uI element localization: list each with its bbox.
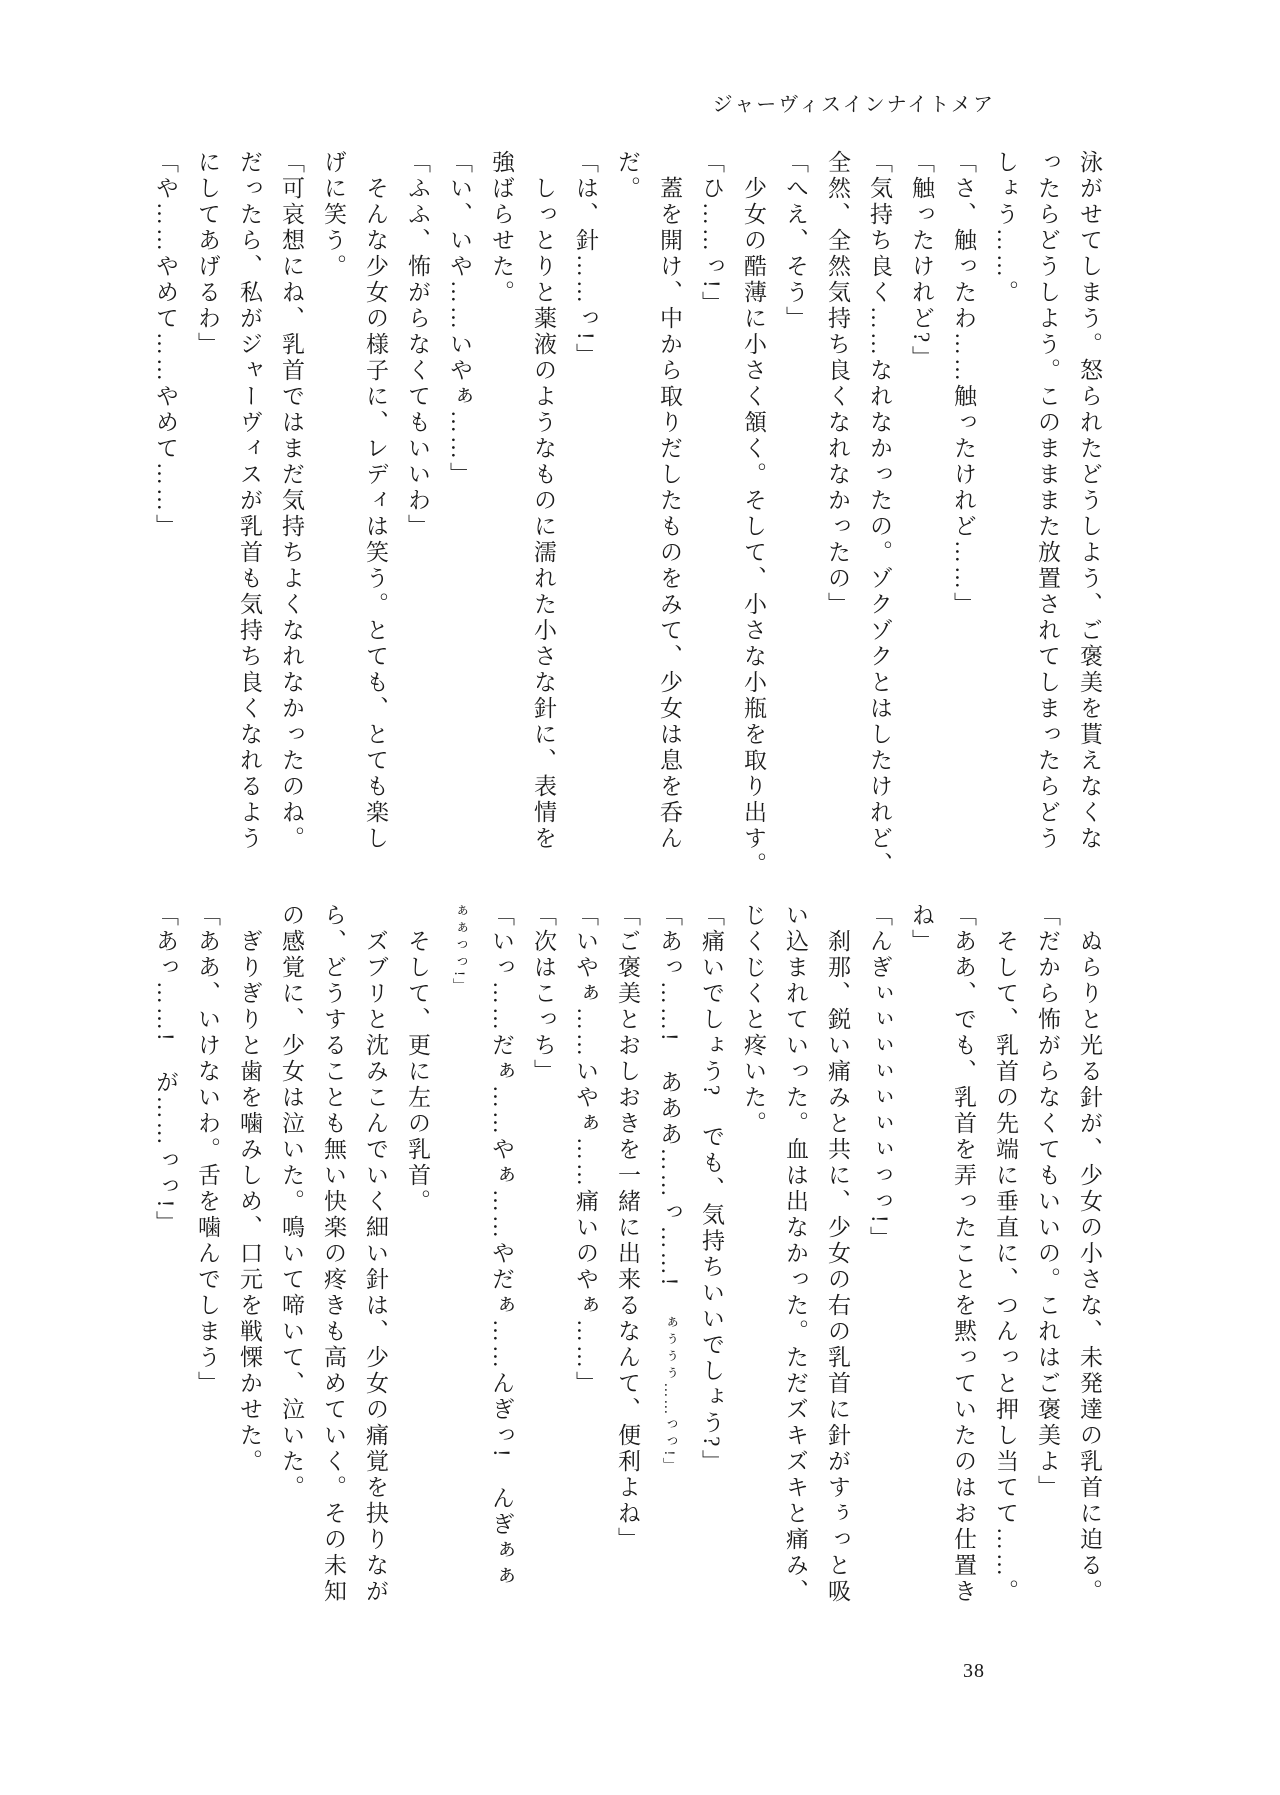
text-line: 「や……やめて……やめて……」 bbox=[153, 150, 178, 540]
text-line: 「は、針……っ!」 bbox=[573, 150, 598, 369]
text-line: 「ご褒美とおしおきを一緒に出来るなんて、便利よね」 bbox=[615, 903, 640, 1553]
text-line: 刹那、鋭い痛みと共に、少女の右の乳首に針がすぅっと吸 bbox=[825, 903, 850, 1605]
text-line: 泳がせてしまう。怒られたどうしよう、ご褒美を貰えなくな bbox=[1077, 150, 1102, 852]
text-block-bottom bbox=[144, 903, 1110, 1648]
text-line: そんな少女の様子に、レディは笑う。とても、とても楽し bbox=[363, 150, 388, 852]
text-line bbox=[438, 903, 480, 1648]
text-line: だ。 bbox=[615, 150, 640, 202]
text-line: 「気持ち良く……なれなかったの。ゾクゾクとはしたけれど、 bbox=[867, 150, 892, 878]
text-line: 「いっ……だぁ……やぁ……やだぁ……んぎっ! んぎぁぁ bbox=[489, 903, 514, 1590]
text-line: そして、更に左の乳首。 bbox=[405, 903, 430, 1215]
text-line: 「ひ……っ!」 bbox=[699, 150, 724, 317]
text-line: じくじくと疼いた。 bbox=[741, 903, 766, 1137]
text-line: 「痛いでしょう? でも、気持ちいいでしょう?」 bbox=[699, 903, 724, 1476]
text-line: 「触ったけれど?」 bbox=[909, 150, 934, 372]
text-line: しっとりと薬液のようなものに濡れた小さな針に、表情を bbox=[531, 150, 556, 852]
text-line: い込まれていった。血は出なかった。ただズキズキと痛み、 bbox=[783, 903, 808, 1605]
text-line: 「へえ、そう」 bbox=[783, 150, 808, 332]
text-line: だったら、私がジャーヴィスが乳首も気持ち良くなれるよう bbox=[237, 150, 262, 852]
text-line: 「ああ、いけないわ。舌を噛んでしまう」 bbox=[195, 903, 220, 1397]
text-line: しょう……。 bbox=[993, 150, 1018, 306]
page-header-title: ジャーヴィスインナイトメア bbox=[712, 94, 995, 116]
text-line: 「だから怖がらなくてもいいの。これはご褒美よ」 bbox=[1035, 903, 1060, 1501]
text-line: 「いやぁ……いやぁ……痛いのやぁ……」 bbox=[573, 903, 598, 1397]
text-line: ら、どうすることも無い快楽の疼きも高めていく。その未知 bbox=[321, 903, 346, 1605]
page-number: 38 bbox=[963, 1660, 985, 1682]
text-line: ぬらりと光る針が、少女の小さな、未発達の乳首に迫る。 bbox=[1077, 903, 1102, 1605]
text-line: 「ふふ、怖がらなくてもいいわ」 bbox=[405, 150, 430, 540]
text-line: ズブリと沈みこんでいく細い針は、少女の痛覚を抉りなが bbox=[363, 903, 388, 1605]
text-line: 「あっ……! が……っっ!」 bbox=[153, 903, 178, 1237]
text-line: 全然、全然気持ち良くなれなかったの」 bbox=[825, 150, 850, 618]
small-scream-text: ぁぅぅぅ……っっ!」 bbox=[661, 1314, 677, 1475]
text-line: ね」 bbox=[909, 903, 934, 955]
text-line: 「次はこっち」 bbox=[531, 903, 556, 1085]
text-line: にしてあげるわ」 bbox=[195, 150, 220, 358]
text-line: 少女の酷薄に小さく頷く。そして、小さな小瓶を取り出す。 bbox=[741, 150, 766, 878]
text-line: 「い、いや……いやぁ……」 bbox=[447, 150, 472, 488]
text-line: 「あっ……! あああ……っ……! ぁぅぅぅ……っっ!」 bbox=[657, 903, 682, 1475]
text-block-top bbox=[144, 150, 1110, 895]
text-line: ったらどうしよう。このまままた放置されてしまったらどう bbox=[1035, 150, 1060, 852]
text-line: 蓋を開け、中から取りだしたものをみて、少女は息を呑ん bbox=[657, 150, 682, 852]
text-line: 「ああ、でも、乳首を弄ったことを黙っていたのはお仕置き bbox=[951, 903, 976, 1605]
text-line: 強ばらせた。 bbox=[489, 150, 514, 306]
text-line: 「さ、触ったわ……触ったけれど……」 bbox=[951, 150, 976, 618]
text-line: そして、乳首の先端に垂直に、つんっと押し当てて……。 bbox=[993, 903, 1018, 1605]
text-line: ぎりぎりと歯を噛みしめ、口元を戦慄かせた。 bbox=[237, 903, 262, 1475]
text-line: げに笑う。 bbox=[321, 150, 346, 280]
text-line: の感覚に、少女は泣いた。鳴いて啼いて、泣いた。 bbox=[279, 903, 304, 1501]
text-line: 「可哀想にね、乳首ではまだ気持ちよくなれなかったのね。 bbox=[279, 150, 304, 852]
text-line: 「んぎぃぃぃぃぃぃぃっっ!」 bbox=[867, 903, 892, 1252]
small-scream-text: ぁぁっっ!」 bbox=[451, 903, 467, 995]
